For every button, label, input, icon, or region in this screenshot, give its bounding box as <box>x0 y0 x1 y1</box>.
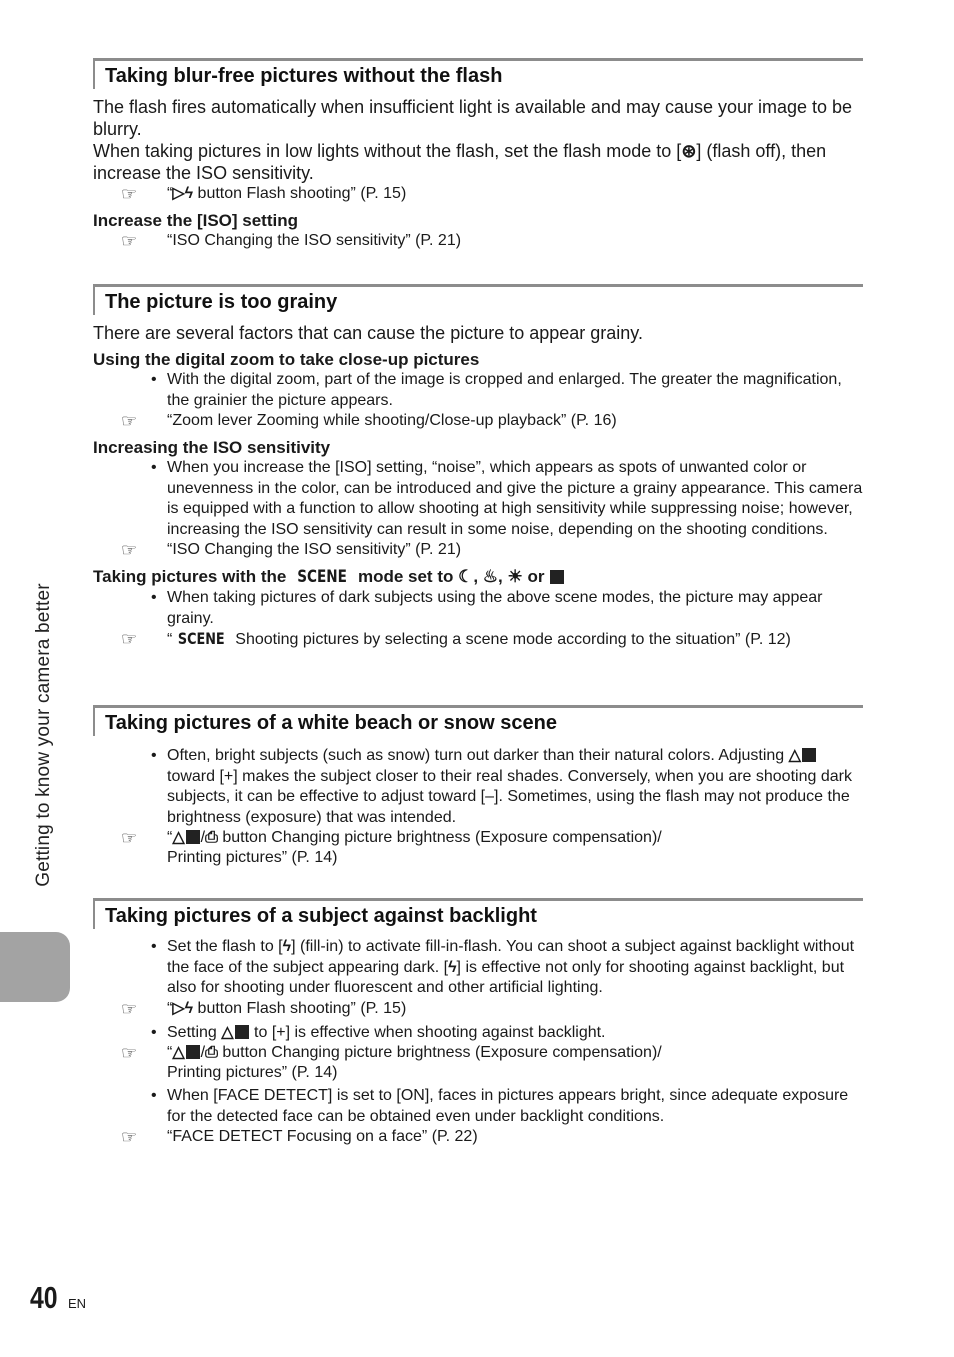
reference-hand-icon: ☞ <box>121 184 138 204</box>
subheading: Taking pictures with the SCENE mode set to ☾, ♨, ☀ or <box>93 566 863 588</box>
paragraph: When taking pictures in low lights without the flash, set the flash mode to [⊛] (flash off), then increase the ISO sensitivity. <box>93 141 827 183</box>
reference-hand-icon: ☞ <box>121 1043 138 1063</box>
print-icon: ⎙ <box>205 829 218 846</box>
bullet-item: • When you increase the [ISO] setting, “noise”, which appears as spots of unwanted color or unevenness in the color, can be introduced and give the picture a grainy appearance. This camera is equipped with a function to allow shooting at high sensitivity while suppressing noise; however, increasing the ISO sensitivity can result in some noise, depending on the shooting conditions. <box>151 459 863 538</box>
paragraph: There are several factors that can cause the picture to appear grainy. <box>93 323 643 343</box>
reference-hand-icon: ☞ <box>121 411 138 431</box>
flash-icon: ϟ <box>184 999 194 1017</box>
section-backlight <box>93 898 863 1147</box>
reference-hand-icon: ☞ <box>121 231 138 251</box>
print-icon: ⎙ <box>205 1044 218 1061</box>
section-title: Taking pictures of a subject against backlight <box>93 898 863 929</box>
reference-hand-icon: ☞ <box>121 998 138 1019</box>
subheading: Increase the [ISO] setting <box>93 211 298 230</box>
fireworks-icon <box>550 570 564 584</box>
page-number: 40 <box>30 1280 58 1315</box>
candle-icon: ♨ <box>482 567 499 586</box>
reference-line: ☞ “△ /⎙ button Changing picture brightness (Exposure compensation)/ Printing pictures” (P. 14) <box>121 828 662 866</box>
paragraph: The flash fires automatically when insufficient light is available and may cause your image to be blurry. <box>93 97 853 139</box>
section-grainy <box>93 284 863 650</box>
reference-line: ☞ “ISO Changing the ISO sensitivity” (P. 21) <box>121 231 462 251</box>
bullet-item: • With the digital zoom, part of the image is cropped and enlarged. The greater the magnification, the grainier the picture appears. <box>151 371 842 409</box>
flash-icon: ϟ <box>282 938 292 955</box>
bullet-item: • When taking pictures of dark subjects using the above scene modes, the picture may appear grainy. <box>151 589 823 627</box>
flash-icon: ϟ <box>448 958 457 976</box>
reference-line: ☞ “ISO Changing the ISO sensitivity” (P. 21) <box>121 540 462 560</box>
subheading: Using the digital zoom to take close-up pictures <box>93 350 480 369</box>
play-triangle-icon: ▷ <box>172 185 185 202</box>
exposure-compensation-icon: △ <box>788 747 801 764</box>
exposure-compensation-icon: △ <box>172 829 185 846</box>
section-title: The picture is too grainy <box>93 284 863 315</box>
reference-hand-icon: ☞ <box>121 828 138 848</box>
flash-icon: ϟ <box>184 185 194 202</box>
exposure-compensation-icon: △ <box>221 1023 234 1041</box>
section-white-beach <box>93 705 863 868</box>
flash-off-icon: ⊛ <box>681 141 697 161</box>
section-title: Taking pictures of a white beach or snow scene <box>93 705 863 736</box>
reference-hand-icon: ☞ <box>121 540 138 560</box>
bullet-item: • When [FACE DETECT] is set to [ON], faces in pictures appears bright, since adequate exposure for the detected face can be obtained even under backlight conditions. <box>151 1087 849 1125</box>
reference-hand-icon: ☞ <box>121 1127 138 1147</box>
bullet-item: • Setting △ to [+] is effective when shooting against backlight. <box>93 1023 863 1044</box>
sunset-icon: ☀ <box>507 567 523 586</box>
bullet-item: • Set the flash to [ϟ] (fill-in) to activate fill-in-flash. You can shoot a subject against backlight without the face of the subject appearing dark. [ϟ] is effective not only for shooting against backlight, but also for shooting under fluorescent and other artificial lighting. <box>151 938 855 996</box>
chapter-tab <box>0 932 70 1002</box>
scene-label-icon: SCENE <box>297 567 348 587</box>
subheading: Increasing the ISO sensitivity <box>93 438 331 457</box>
section-title: Taking blur-free pictures without the flash <box>93 58 863 89</box>
reference-line: ☞ “ SCENE Shooting pictures by selecting a scene mode according to the situation” (P. 12) <box>121 629 791 649</box>
night-portrait-icon: ☾ <box>458 567 474 586</box>
reference-line: ☞ “▷ϟ button Flash shooting” (P. 15) <box>121 998 407 1019</box>
reference-hand-icon: ☞ <box>121 629 138 649</box>
page-language: EN <box>68 1296 87 1311</box>
reference-line: ☞ “▷ϟ button Flash shooting” (P. 15) <box>121 184 407 204</box>
reference-line: ☞ “FACE DETECT Focusing on a face” (P. 22) <box>121 1127 478 1147</box>
exposure-compensation-icon: △ <box>172 1044 185 1061</box>
play-triangle-icon: ▷ <box>172 999 185 1017</box>
reference-line: ☞ “Zoom lever Zooming while shooting/Close-up playback” (P. 16) <box>121 411 617 431</box>
reference-line: ☞ “△ /⎙ button Changing picture brightness (Exposure compensation)/ Printing pictures” (P. 14) <box>121 1043 662 1081</box>
scene-label-icon: SCENE <box>178 629 225 648</box>
section-blur-free <box>93 58 863 251</box>
bullet-item: • Often, bright subjects (such as snow) turn out darker than their natural colors. Adjusting △ toward [+] makes the subject closer to their real shades. Conversely, when you are shooting dark subjects, it can be effective to adjust toward [–]. Sometimes, using the flash may not produce the brightness (exposure) that was intended. <box>151 747 852 826</box>
